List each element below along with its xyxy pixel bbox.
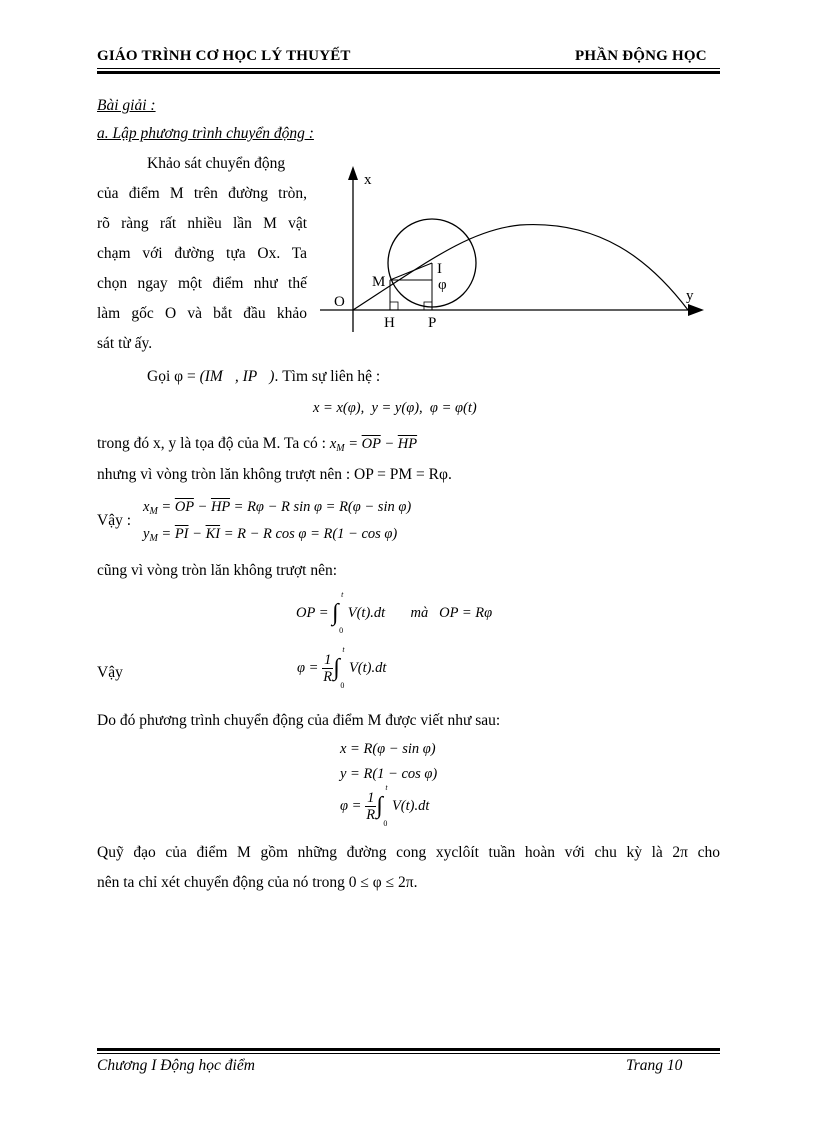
intro-line-5: chọn ngay một điểm như thế	[97, 275, 307, 292]
footer-chapter: Chương I Động học điểm	[97, 1057, 255, 1074]
fraction-1-over-r: $\frac{1}{R}$	[323, 652, 333, 685]
xm-result: $x_M = \overline{OP} - \overline{HP} = R\varphi - R$ sin φ = R(φ − sin φ)	[143, 499, 412, 517]
header-title: GIÁO TRÌNH CƠ HỌC LÝ THUYẾT	[97, 48, 351, 64]
trajectory-line-1: Quỹ đạo của điểm M gồm những đường cong xyclôít tuần hoàn với chu kỳ là 2π cho	[97, 844, 720, 861]
label-point-p: P	[428, 315, 437, 331]
label-angle-phi: φ	[438, 277, 447, 293]
heading-equation: a. Lập phương trình chuyển động :	[97, 125, 314, 142]
header-rule-thin	[97, 68, 720, 69]
footer-rule-thick	[97, 1048, 720, 1051]
fraction-1-over-r: $\frac{1}{R}$	[366, 790, 376, 823]
label-point-h: H	[384, 315, 395, 331]
intro-line-1: Khảo sát chuyển động	[147, 155, 286, 172]
radius-im	[390, 263, 432, 280]
integral-sign-icon: ∫ t 0	[332, 590, 344, 635]
integral-sign-icon: ∫ t 0	[333, 645, 345, 690]
label-x-axis: x	[364, 172, 372, 188]
eq-x: x = R(φ − sin φ)	[340, 741, 436, 757]
trajectory-line-2: nên ta chỉ xét chuyển động của nó trong 0 ≤ φ ≤ 2π.	[97, 874, 418, 891]
coordinates-line	[97, 435, 417, 454]
label-origin: O	[334, 294, 345, 310]
cycloid-curve	[353, 225, 688, 310]
so-label-1: Vậy :	[97, 512, 132, 529]
rolling-condition-line-2: cũng vì vòng tròn lăn không trượt nên:	[97, 562, 338, 579]
define-angle-prefix: Gọi φ =	[147, 368, 200, 385]
motion-equations-intro: Do đó phương trình chuyển động của điểm M được viết như sau:	[97, 712, 501, 729]
ym-result: $y_M = \overline{PI} - \overline{KI} = R - R$ cos φ = R(1 − cos φ)	[143, 526, 398, 544]
footer-page-number: Trang 10	[626, 1057, 683, 1074]
intro-line-2: của điểm M trên đường tròn,	[97, 185, 307, 202]
define-angle-line	[147, 368, 380, 386]
x-axis-arrow-icon	[348, 166, 358, 180]
footer-rule-thin	[97, 1053, 720, 1054]
heading-solution: Bài giải :	[97, 97, 156, 114]
header-section: PHẦN ĐỘNG HỌC	[575, 48, 707, 64]
integral-sign-icon: ∫ t 0	[376, 783, 388, 828]
label-point-i: I	[437, 261, 442, 277]
header-rule-thick	[97, 71, 720, 74]
eq-y: y = R(1 − cos φ)	[340, 766, 438, 782]
eq-phi: φ = $\frac{1}{R}$ ∫ t 0 V(t).dt	[340, 783, 430, 828]
y-axis-arrow-icon	[688, 304, 704, 316]
intro-line-7: sát từ ấy.	[97, 335, 153, 352]
so-label-2: Vậy	[97, 664, 123, 681]
rolling-condition-line: nhưng vì vòng tròn lăn không trượt nên : OP = PM = Rφ.	[97, 466, 452, 483]
cycloid-figure	[320, 160, 720, 340]
phi-integral-equation: φ = $\frac{1}{R}$ ∫ t 0 V(t).dt	[297, 645, 387, 690]
angle-vector-expr: (IM⃗, IP⃗)	[199, 368, 275, 385]
param-equations: x = x(φ), y = y(φ), φ = φ(t)	[313, 400, 477, 416]
right-angle-h	[390, 302, 398, 310]
coordinates-text: trong đó x, y là tọa độ của M. Ta có :	[97, 435, 330, 452]
label-point-m: M	[372, 274, 386, 290]
intro-line-4: chạm với đường tựa Ox. Ta	[97, 245, 307, 262]
define-angle-suffix: . Tìm sự liên hệ :	[274, 368, 381, 385]
intro-line-6: làm gốc O và bắt đầu khảo	[97, 305, 307, 322]
xm-expression: $x_M = \overline{OP} - \overline{HP}$	[329, 436, 418, 454]
label-y-axis: y	[686, 288, 694, 304]
op-integral-equation: OP = ∫ t 0 V(t).dt mà OP = Rφ	[296, 590, 493, 635]
intro-line-3: rõ ràng rất nhiều lần M vật	[97, 215, 307, 232]
